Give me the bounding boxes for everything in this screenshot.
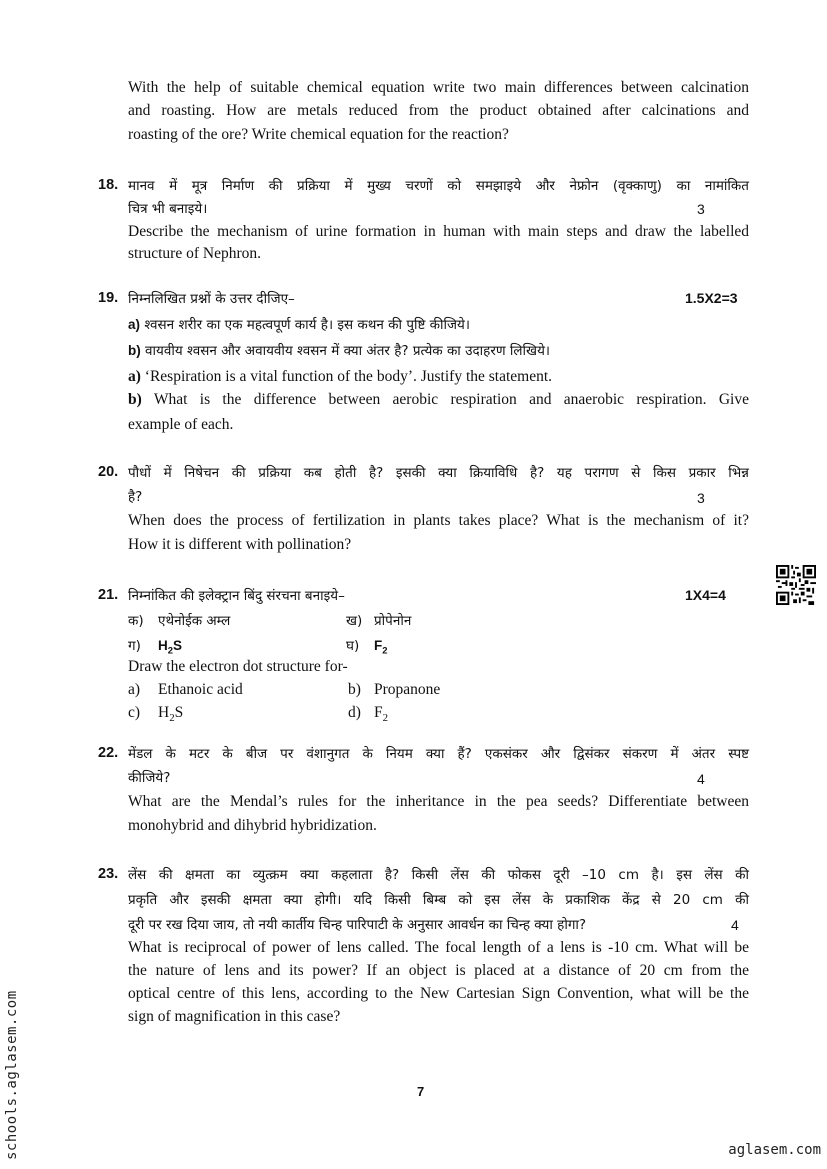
q19-hindi-b xyxy=(128,340,749,362)
formula-subscript: 2 xyxy=(169,712,175,725)
q21-eng-opt-text: Ethanoic acid xyxy=(158,681,243,698)
q21-hindi-opt-text: प्रोपेनोन xyxy=(374,613,412,629)
q23-english-line-4: sign of magnification in this case? xyxy=(128,1008,341,1025)
q19-eng-a-text: ‘Respiration is a vital function of the body’. Justify the statement. xyxy=(144,368,553,385)
formula-part: S xyxy=(173,638,183,653)
q21-hindi-title: निम्नांकित की इलेक्ट्रान बिंदु संरचना बनाइये– xyxy=(128,588,345,604)
q20-marks: 3 xyxy=(697,490,705,506)
formula-subscript: 2 xyxy=(382,712,389,725)
q18-hindi-line-1: मानव में मूत्र निर्माण की प्रक्रिया में मुख्य चरणों को समझाइये और नेफ्रोन (वृक्काणु) का नामांकित xyxy=(128,178,749,194)
formula-part: H xyxy=(158,704,170,721)
q21-eng-title: Draw the electron dot structure for- xyxy=(128,658,348,675)
q21-hindi-opt-label: घ) xyxy=(346,638,360,654)
q18-english-line-2: structure of Nephron. xyxy=(128,245,261,262)
qr-code-icon xyxy=(776,565,816,605)
q23-marks: 4 xyxy=(731,917,739,933)
q19-hindi-a-text: श्वसन शरीर का एक महत्वपूर्ण कार्य है। इस कथन की पुष्टि कीजिये। xyxy=(144,317,471,333)
q19-eng-b xyxy=(128,389,749,411)
q18-english-line-1: Describe the mechanism of urine formation in human with main steps and draw the labelled xyxy=(128,223,749,240)
question-number-22: 22. xyxy=(98,745,119,761)
page-number: 7 xyxy=(417,1084,425,1099)
q21-marks: 1X4=4 xyxy=(685,587,726,603)
q17-line-1: With the help of suitable chemical equation write two main differences between calcination xyxy=(128,79,749,96)
q19-hindi-a xyxy=(128,314,749,336)
question-number-23: 23. xyxy=(98,866,119,882)
q23-hindi-line-1: लेंस की क्षमता का व्युत्क्रम क्या कहलाता है? किसी लेंस की फोकस दूरी –10 cm है। इस लेंस की xyxy=(128,867,749,883)
q22-marks: 4 xyxy=(697,771,705,787)
q23-english-line-1: What is reciprocal of power of lens called. The focal length of a lens is -10 cm. What will be xyxy=(128,939,749,956)
q21-hindi-opt-label: ग) xyxy=(128,638,141,654)
q20-hindi-line-2: है? xyxy=(128,489,143,505)
q19-marks: 1.5X2=3 xyxy=(685,290,738,306)
q23-english-line-3: optical centre of this lens, according to the New Cartesian Sign Convention, what will be the xyxy=(128,985,749,1002)
q19-eng-a xyxy=(128,366,749,388)
q21-hindi-opt-text: एथेनोईक अम्ल xyxy=(158,613,231,629)
formula-subscript: 2 xyxy=(382,645,388,657)
formula-part: S xyxy=(174,704,184,721)
question-number-20: 20. xyxy=(98,464,119,480)
question-number-18: 18. xyxy=(98,177,119,193)
question-number-21: 21. xyxy=(98,587,119,603)
q19-eng-b-text: What is the difference between aerobic respiration and anaerobic respiration. Give xyxy=(153,391,749,408)
q17-line-3: roasting of the ore? Write chemical equation for the reaction? xyxy=(128,126,509,143)
q19-eng-b-cont: example of each. xyxy=(128,416,234,433)
q22-hindi-line-2: कीजिये? xyxy=(128,770,171,786)
q19-hindi-b-label: b) xyxy=(128,343,141,358)
q19-hindi-b-text: वायवीय श्वसन और अवायवीय श्वसन में क्या अंतर है? प्रत्येक का उदाहरण लिखिये। xyxy=(145,343,551,359)
q21-eng-opt-formula xyxy=(158,702,183,729)
watermark-bottom: aglasem.com xyxy=(728,1142,821,1158)
formula-part: F xyxy=(374,704,383,721)
question-number-19: 19. xyxy=(98,290,119,306)
q21-eng-opt-label: b) xyxy=(348,681,361,698)
q20-english-line-2: How it is different with pollination? xyxy=(128,536,352,553)
q20-english-line-1: When does the process of fertilization in plants takes place? What is the mechanism of it? xyxy=(128,512,749,529)
formula-part: F xyxy=(374,638,383,653)
watermark-side: schools.aglasem.com xyxy=(4,990,20,1160)
q18-hindi-line-2: चित्र भी बनाइये। xyxy=(128,201,208,217)
q18-marks: 3 xyxy=(697,201,705,217)
q21-eng-opt-label: a) xyxy=(128,681,141,698)
formula-part: H xyxy=(158,638,168,653)
formula-subscript: 2 xyxy=(167,645,173,657)
q17-line-2: and roasting. How are metals reduced from the product obtained after calcinations and xyxy=(128,102,749,119)
q19-hindi-a-label: a) xyxy=(128,317,141,332)
q23-english-line-2: the nature of lens and its power? If an object is placed at a distance of 20 cm from the xyxy=(128,962,749,979)
q22-english-line-1: What are the Mendal’s rules for the inheritance in the pea seeds? Differentiate between xyxy=(128,793,749,810)
q22-hindi-line-1: मेंडल के मटर के बीज पर वंशानुगत के नियम क्या हैं? एकसंकर और द्विसंकर संकरण में अंतर स्पष्ट xyxy=(128,746,749,762)
q21-eng-opt-label: d) xyxy=(348,704,361,721)
q21-eng-opt-formula xyxy=(374,702,388,729)
q19-eng-a-label: a) xyxy=(128,368,141,385)
q20-hindi-line-1: पौधों में निषेचन की प्रक्रिया कब होती है? इसकी क्या क्रियाविधि है? यह परागण से किस प्रकार भिन्न xyxy=(128,465,749,481)
q21-eng-opt-text: Propanone xyxy=(374,681,441,698)
q22-english-line-2: monohybrid and dihybrid hybridization. xyxy=(128,817,377,834)
q23-hindi-line-2: प्रकृति और इसकी क्षमता क्या होगी। यदि किसी बिम्ब को इस लेंस के प्रकाशिक केंद्र से 20 cm की xyxy=(128,892,749,908)
q19-hindi-title: निम्नलिखित प्रश्नों के उत्तर दीजिए– xyxy=(128,291,295,307)
q23-hindi-line-3: दूरी पर रख दिया जाय, तो नयी कार्तीय चिन्ह पारिपाटी के अनुसार आवर्धन का चिन्ह क्या होगा? xyxy=(128,917,587,933)
q21-hindi-opt-label: क) xyxy=(128,613,144,629)
q21-hindi-opt-label: ख) xyxy=(346,613,363,629)
q21-eng-opt-label: c) xyxy=(128,704,141,721)
q19-eng-b-label: b) xyxy=(128,391,142,408)
